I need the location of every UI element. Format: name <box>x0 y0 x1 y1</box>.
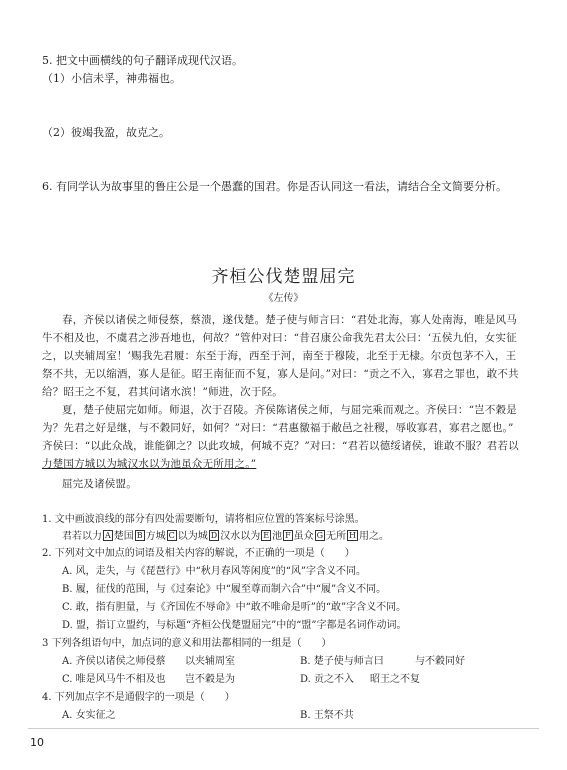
exercise-1: 1. 文中画波浪线的部分有四处需要断句，请将相应位置的答案标号涂黑。 <box>42 514 365 525</box>
question-5-part-1: （1）小信未孚，神弗福也。 <box>42 72 181 85</box>
option-box-d[interactable]: D <box>210 531 218 540</box>
exercise-2-option-a[interactable]: A. 风，走失，与《琵琶行》中“秋月春风等闲度”的“风”字含义不同。 <box>62 566 367 577</box>
article-paragraph-3: 屈完及诸侯盟。 <box>62 478 137 490</box>
article-paragraph-1-line-3: 之，以夹辅周室！’赐我先君履：东至于海，西至于河，南至于穆陵，北至于无棣。尔贡包茅不入，王 <box>42 350 517 362</box>
exercise-3: 3 下列各组语句中，加点词的意义和用法都相同的一组是（ ） <box>42 638 332 649</box>
exercise-2-option-b[interactable]: B. 履，征伐的范围，与《过秦论》中“履至尊而制六合”中“履”含义不同。 <box>62 584 387 595</box>
exercise-3-option-d-1[interactable]: D. 贡之不入 <box>300 674 355 685</box>
article-paragraph-1-line-4: 祭不共，无以缩酒，寡人是征。昭王南征而不复，寡人是问。”对曰：“贡之不入，寡君之罪也，敢不共 <box>42 368 519 380</box>
article-paragraph-2-line-4: 力楚国方城以为城汉水以为池虽众无所用之。” <box>42 458 257 470</box>
question-6: 6. 有同学认为故事里的鲁庄公是一个愚蠢的国君。你是否认同这一看法，请结合全文简要分析。 <box>42 180 507 193</box>
footer-divider <box>28 728 539 729</box>
exercise-2: 2. 下列对文中加点的词语及相关内容的解说，不正确的一项是（ ） <box>42 548 355 559</box>
exercise-3-option-b-2: 与不穀同好 <box>415 656 465 667</box>
exercise-3-option-c-1[interactable]: C. 唯是风马牛不相及也 <box>62 674 166 685</box>
option-box-f[interactable]: F <box>285 531 291 540</box>
exercise-3-option-c-2: 岂不穀是为 <box>185 674 235 685</box>
segment: 方城 <box>145 531 166 542</box>
article-title: 齐桓公伐楚盟屈完 <box>211 267 356 287</box>
article-paragraph-2-line-2: 为？先君之好是继，与不穀同好，如何？”对曰：“君惠徼福于敝邑之社稷，辱收寡君，寡君之愿也。” <box>42 422 514 434</box>
exercise-2-option-d[interactable]: D. 盟，指订立盟约，与标题“齐桓公伐楚盟屈完”中的“盟”字都是名词作动词。 <box>62 620 407 631</box>
segment: 池 <box>272 531 283 542</box>
segment: 以为城 <box>177 531 208 542</box>
article-source: 《左传》 <box>263 293 304 304</box>
question-5-part-2: （2）彼竭我盈，故克之。 <box>42 126 170 139</box>
exercise-3-option-a-2: 以夹辅周室 <box>185 656 235 667</box>
option-box-g[interactable]: G <box>316 531 324 540</box>
option-box-a[interactable]: A <box>105 531 111 540</box>
article-paragraph-2-line-1: 夏，楚子使屈完如师。师退，次于召陵。齐侯陈诸侯之师，与屈完乘而观之。齐侯曰：“岂不穀是 <box>62 404 517 416</box>
segment: 无所 <box>326 531 347 542</box>
option-box-b[interactable]: B <box>136 531 143 540</box>
article-paragraph-1-line-5: 给？昭王之不复，君其问诸水滨！”师进，次于陉。 <box>42 386 283 398</box>
segment: 虽众 <box>293 531 314 542</box>
segment: 用之。 <box>359 531 389 542</box>
option-box-c[interactable]: C <box>168 531 175 540</box>
segment: 楚国 <box>113 531 134 542</box>
exercise-1-sentence <box>62 527 389 542</box>
exercise-3-option-b-1[interactable]: B. 楚子使与师言曰 <box>300 656 384 667</box>
exercise-4-option-a[interactable]: A. 女实征之 <box>62 710 116 721</box>
option-box-h[interactable]: H <box>349 531 356 540</box>
exercise-3-option-d-2: 昭王之不复 <box>370 674 420 685</box>
page-number: 10 <box>30 736 44 749</box>
article-paragraph-2-line-3: 齐侯曰：“以此众战，谁能御之？以此攻城，何城不克？”对曰：“君若以德绥诸侯，谁敢不服？君若以 <box>42 440 519 452</box>
exercise-4-option-b[interactable]: B. 王祭不共 <box>300 710 354 721</box>
question-5: 5. 把文中画横线的句子翻译成现代汉语。 <box>42 54 243 67</box>
segment: 君若以力 <box>62 531 102 542</box>
article-paragraph-1-line-1: 春，齐侯以诸侯之师侵蔡，蔡溃，遂伐楚。楚子使与师言曰：“君处北海，寡人处南海，唯是风马 <box>62 314 517 326</box>
exercise-2-option-c[interactable]: C. 敢，指有胆量，与《齐国佐不辱命》中“敢不唯命是听”的“敢”字含义不同。 <box>62 602 407 613</box>
option-box-e[interactable]: E <box>263 531 270 540</box>
exercise-3-option-a-1[interactable]: A. 齐侯以诸侯之师侵蔡 <box>62 656 166 667</box>
exercise-4: 4. 下列加点字不是通假字的一项是（ ） <box>42 692 235 703</box>
segment: 汉水以为 <box>220 531 261 542</box>
article-paragraph-1-line-2: 牛不相及也，不虞君之涉吾地也，何故？”管仲对曰：“昔召康公命我先君太公曰：‘五侯九伯，女实征 <box>42 332 517 344</box>
